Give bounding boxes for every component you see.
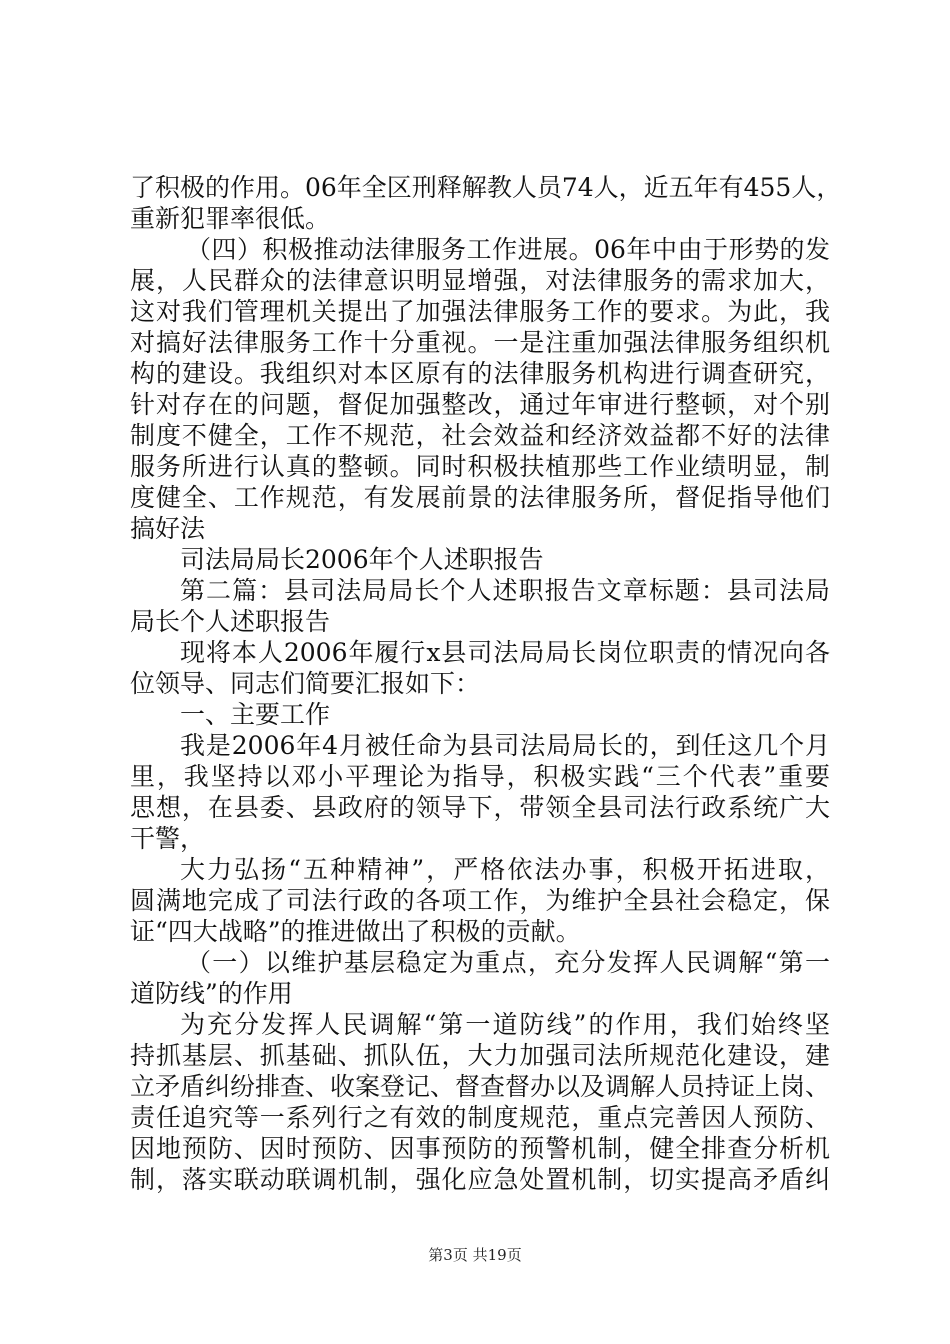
text-line: 对搞好法律服务工作十分重视。一是注重加强法律服务组织机 xyxy=(130,328,830,357)
text-line: 为充分发挥人民调解“第一道防线”的作用，我们始终坚 xyxy=(180,1010,830,1039)
text-line: 搞好法 xyxy=(130,514,206,543)
text-line: （四）积极推动法律服务工作进展。06年中由于形势的发 xyxy=(186,235,830,264)
text-line: 制度不健全，工作不规范，社会效益和经济效益都不好的法律 xyxy=(130,421,830,450)
text-line: 我是2006年4月被任命为县司法局局长的，到任这几个月 xyxy=(180,731,830,760)
text-line: 因地预防、因时预防、因事预防的预警机制，健全排查分析机 xyxy=(130,1134,830,1163)
text-line: 道防线”的作用 xyxy=(130,979,293,1008)
text-line: 构的建设。我组织对本区原有的法律服务机构进行调查研究， xyxy=(130,359,830,388)
text-line: 服务所进行认真的整顿。同时积极扶植那些工作业绩明显，制 xyxy=(130,452,830,481)
text-line: 展，人民群众的法律意识明显增强，对法律服务的需求加大， xyxy=(130,266,830,295)
text-line: 一、主要工作 xyxy=(180,700,331,729)
text-line: 立矛盾纠纷排查、收案登记、督查督办以及调解人员持证上岗、 xyxy=(130,1072,831,1101)
text-line: 度健全、工作规范，有发展前景的法律服务所，督促指导他们 xyxy=(130,483,830,512)
text-line: 司法局局长2006年个人述职报告 xyxy=(180,545,544,574)
text-line: 这对我们管理机关提出了加强法律服务工作的要求。为此，我 xyxy=(130,297,830,326)
document-body xyxy=(130,172,842,1195)
text-line: 针对存在的问题，督促加强整改，通过年审进行整顿，对个别 xyxy=(130,390,830,419)
page-footer: 第3页 共19页 xyxy=(428,1246,522,1264)
text-line: 责任追究等一系列行之有效的制度规范，重点完善因人预防、 xyxy=(130,1103,830,1132)
text-line: 第二篇：县司法局局长个人述职报告文章标题：县司法局 xyxy=(180,576,830,605)
text-line: 思想，在县委、县政府的领导下，带领全县司法行政系统广大 xyxy=(130,793,830,822)
text-line: 大力弘扬“五种精神”，严格依法办事，积极开拓进取， xyxy=(180,855,830,884)
text-line: 证“四大战略”的推进做出了积极的贡献。 xyxy=(130,917,581,946)
text-line: 制，落实联动联调机制，强化应急处置机制，切实提高矛盾纠 xyxy=(130,1165,830,1194)
text-line: 了积极的作用。06年全区刑释解教人员74人，近五年有455人， xyxy=(130,173,842,202)
text-line: （一）以维护基层稳定为重点，充分发挥人民调解“第一 xyxy=(186,948,830,977)
text-line: 持抓基层、抓基础、抓队伍，大力加强司法所规范化建设，建 xyxy=(130,1041,830,1070)
text-line: 里，我坚持以邓小平理论为指导，积极实践“三个代表”重要 xyxy=(130,762,830,791)
text-line: 现将本人2006年履行x县司法局局长岗位职责的情况向各 xyxy=(180,638,830,667)
text-line: 干警， xyxy=(130,824,206,853)
text-line: 重新犯罪率很低。 xyxy=(130,204,331,233)
text-line: 局长个人述职报告 xyxy=(130,607,331,636)
text-line: 位领导、同志们简要汇报如下： xyxy=(130,669,481,698)
text-line: 圆满地完成了司法行政的各项工作，为维护全县社会稳定，保 xyxy=(130,886,830,915)
